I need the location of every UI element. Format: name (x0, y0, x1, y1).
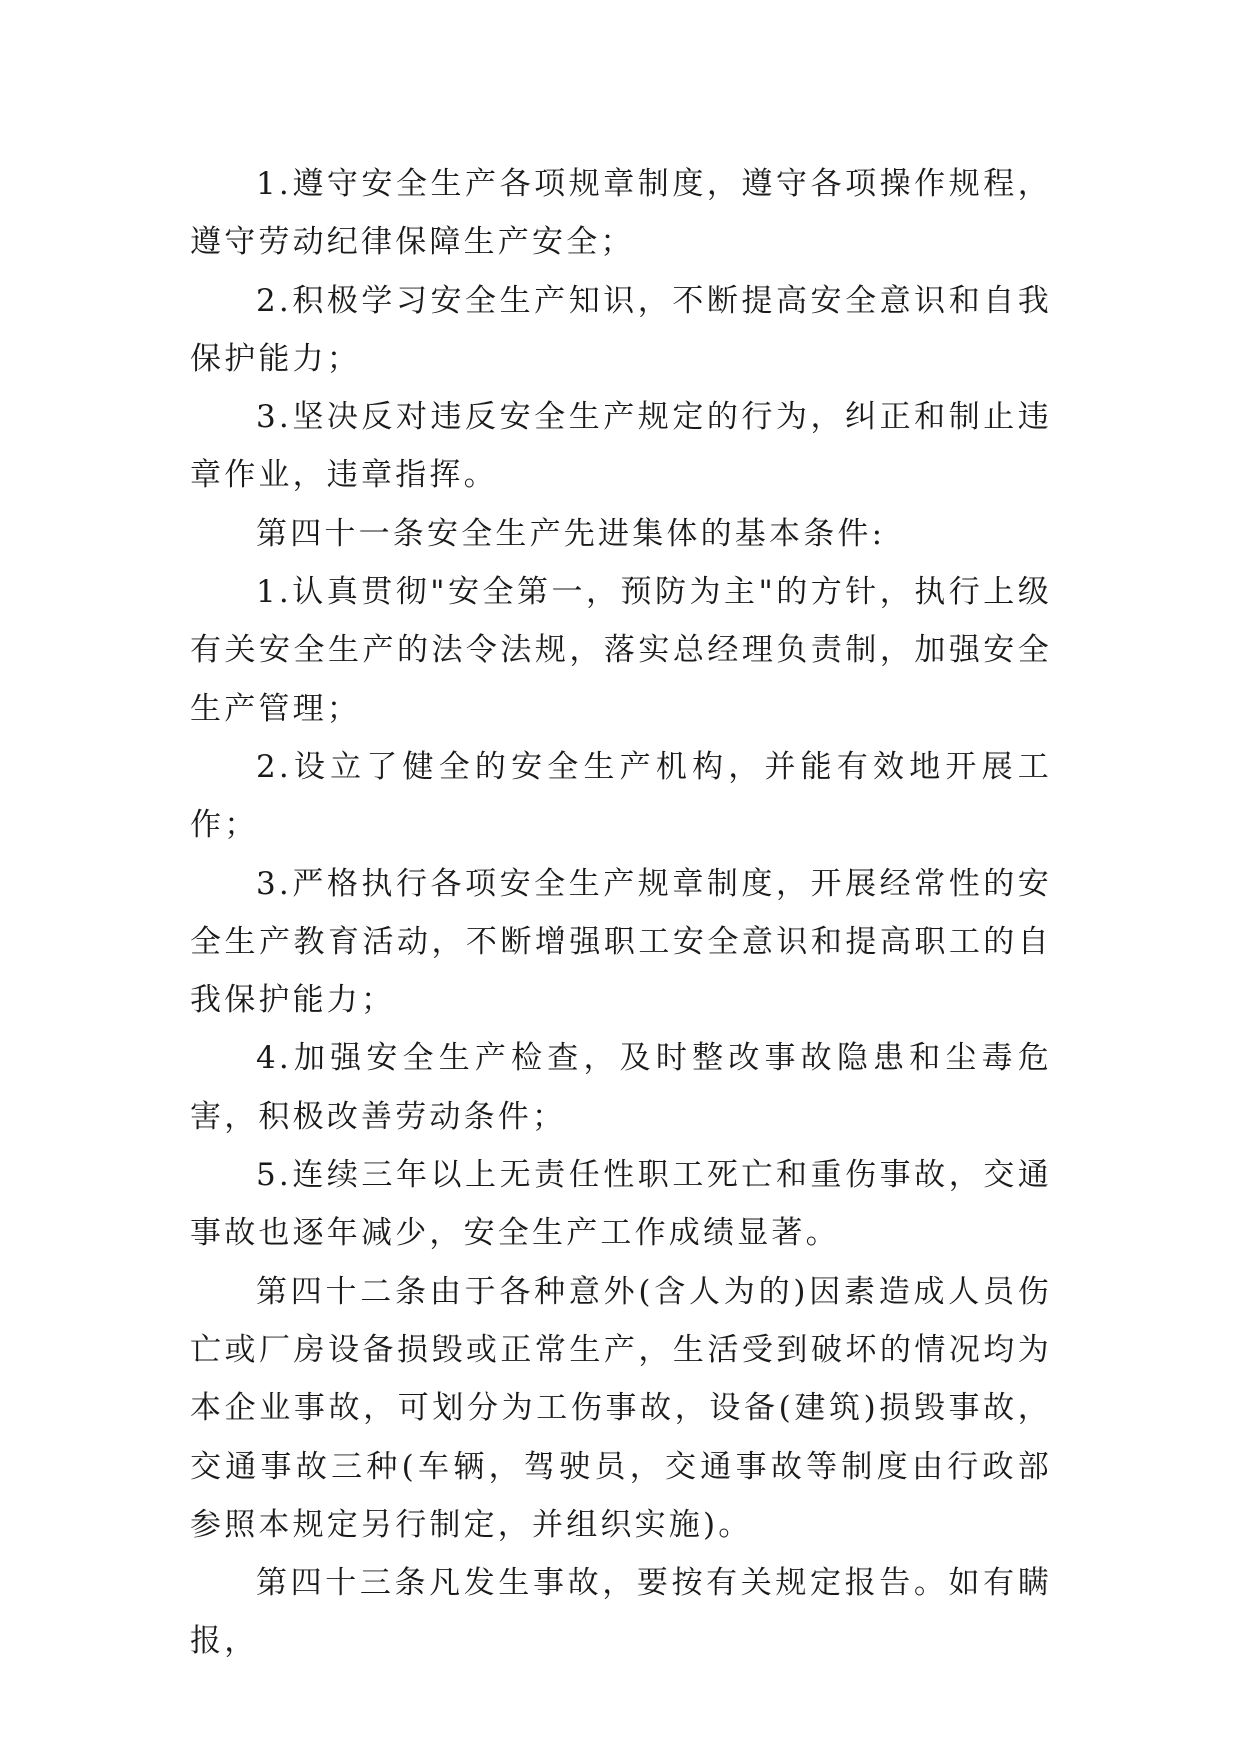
paragraph: 2.设立了健全的安全生产机构，并能有效地开展工作； (190, 748, 1052, 844)
article-paragraph: 第四十二条由于各种意外(含人为的)因素造成人员伤亡或厂房设备损毁或正常生产，生活受到破坏的情况均为本企业事故，可划分为工伤事故，设备(建筑)损毁事故，交通事故三种(车辆，驾驶员，交通事故等制度由行政部参照本规定另行制定，并组织实施)。 (190, 1273, 1052, 1543)
paragraph: 3.坚决反对违反安全生产规定的行为，纠正和制止违章作业，违章指挥。 (190, 399, 1052, 494)
paragraph: 3.严格执行各项安全生产规章制度，开展经常性的安全生产教育活动，不断增强职工安全意识和提高职工的自我保护能力； (190, 865, 1052, 1019)
paragraph: 2.积极学习安全生产知识，不断提高安全意识和自我保护能力； (190, 282, 1052, 377)
article-paragraph: 第四十三条凡发生事故，要按有关规定报告。如有瞒报， (190, 1565, 1052, 1660)
document-body (190, 155, 1052, 1671)
article-heading: 第四十一条安全生产先进集体的基本条件: (256, 515, 886, 552)
paragraph: 1.遵守安全生产各项规章制度，遵守各项操作规程，遵守劳动纪律保障生产安全； (190, 166, 1052, 261)
paragraph: 4.加强安全生产检查，及时整改事故隐患和尘毒危害，积极改善劳动条件； (190, 1040, 1052, 1135)
paragraph: 1.认真贯彻"安全第一，预防为主"的方针，执行上级有关安全生产的法令法规，落实总经理负责制，加强安全生产管理； (190, 574, 1052, 727)
paragraph: 5.连续三年以上无责任性职工死亡和重伤事故，交通事故也逐年减少，安全生产工作成绩显著。 (190, 1157, 1052, 1252)
